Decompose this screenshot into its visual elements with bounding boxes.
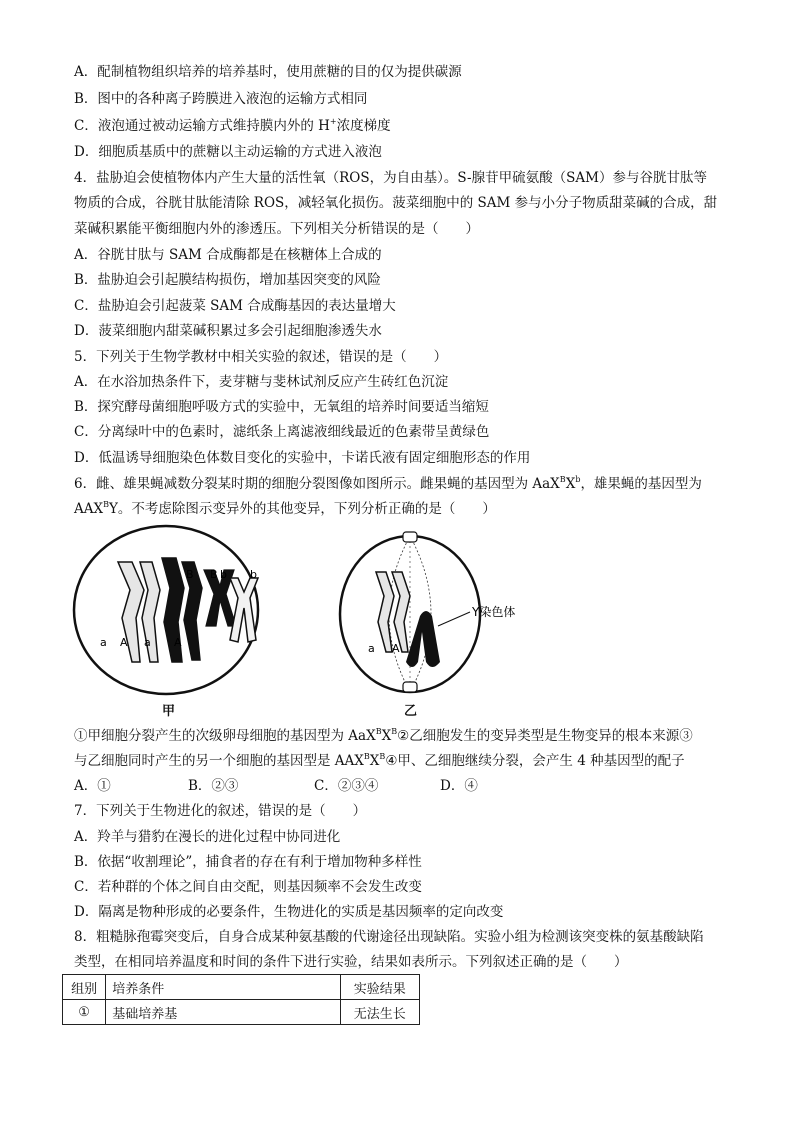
y-chromosome-pointer [438,612,470,626]
q6-choices [74,776,634,796]
gene-label-B-1: B [186,568,194,581]
centrosome-bottom [403,682,417,692]
q8-stem-line-2: 类型，在相同培养温度和时间的条件下进行实验，结果如表所示。下列叙述正确的是（ ） [74,954,628,970]
q7-stem: 7．下列关于生物进化的叙述，错误的是（ ） [74,803,367,819]
gene-label-yi-a: a [368,642,375,655]
q7-option-d: D．隔离是物种形成的必要条件，生物进化的实质是基因频率的定向改变 [74,904,504,920]
cell-division-figure [70,522,550,722]
figure-label-yi: 乙 [404,704,418,719]
table-header-cell: 培养条件 [106,975,340,1000]
figure-label-jia: 甲 [162,704,176,719]
cell-yi-membrane [340,536,480,692]
gene-label-yi-A: A [392,642,400,655]
q5-option-a: A．在水浴加热条件下，麦芽糖与斐林试剂反应产生砖红色沉淀 [74,374,449,390]
q5-option-b: B．探究酵母菌细胞呼吸方式的实验中，无氧组的培养时间要适当缩短 [74,399,489,415]
q4-stem-line-2: 物质的合成，谷胱甘肽能清除 ROS，减轻氧化损伤。菠菜细胞中的 SAM 参与小分子物质甜菜碱的合成，甜 [74,195,718,211]
q6-statement-line-2: 与乙细胞同时产生的另一个细胞的基因型是 $AAX^BX^B④$甲、乙细胞继续分裂，会产生 4 种基因型的配子 [74,752,685,769]
table-header-row [63,975,420,1000]
q8-stem-line-1: 8．粗糙脉孢霉突变后，自身合成某种氨基酸的代谢途径出现缺陷。实验小组为检测该突变株的氨基酸缺陷 [74,929,704,945]
q5-option-c: C．分离绿叶中的色素时，滤纸条上离滤液细线最近的色素带呈黄绿色 [74,424,490,440]
q4-option-b: B．盐胁迫会引起膜结构损伤，增加基因突变的风险 [74,272,381,288]
cell-division-diagram [70,522,550,722]
q3-option-b: B．图中的各种离子跨膜进入液泡的运输方式相同 [74,91,368,107]
q4-option-d: D．菠菜细胞内甜菜碱积累过多会引起细胞渗透失水 [74,323,382,339]
gene-label-A-1: A [120,636,128,649]
gene-label-A-2: A [174,636,182,649]
chromosome-grey-x [230,578,258,642]
q5-stem: 5．下列关于生物学教材中相关实验的叙述，错误的是（ ） [74,349,448,365]
q6-choice-c: C．②③④ [314,778,379,794]
gene-label-b-1: b [220,568,227,581]
gene-label-B-2: B [210,568,218,581]
q4-stem-line-3: 菜碱积累能平衡细胞内外的渗透压。下列相关分析错误的是（ ） [74,221,479,237]
q6-choice-b: B．②③ [188,778,239,794]
q6-stem-line-2: $AAX^BY$。不考虑除图示变异外的其他变异，下列分析正确的是（ ） [74,500,496,517]
gene-label-a-2: a [144,636,151,649]
q6-statement-line-1: ①甲细胞分裂产生的次级卵母细胞的基因型为 $AaX^BX^B②$乙细胞发生的变异类型是生物变异的根本来源③ [74,727,693,744]
q4-option-c: C．盐胁迫会引起菠菜 SAM 合成酶基因的表达量增大 [74,298,396,314]
q7-option-b: B．依据“收割理论”，捕食者的存在有利于增加物种多样性 [74,854,422,870]
y-chromosome [406,611,440,667]
q3-option-a: A．配制植物组织培养的培养基时，使用蔗糖的目的仅为提供碳源 [74,64,462,80]
gene-label-a-1: a [100,636,107,649]
table-row [63,1000,420,1025]
chromosome-yi-grey-2 [392,572,410,652]
q6-choice-a: A．① [74,778,111,794]
table-cell: 基础培养基 [106,1000,340,1025]
q3-option-c: C．液泡通过被动运输方式维持膜内外的 H+浓度梯度 [74,117,391,134]
q6-choice-d: D．④ [440,778,478,794]
q4-stem-line-1: 4．盐胁迫会使植物体内产生大量的活性氧（ROS，为自由基）。S-腺苷甲硫氨酸（SAM）参与谷胱甘肽等 [74,170,707,186]
y-chromosome-label: Y染色体 [472,605,516,619]
q3-option-d: D．细胞质基质中的蔗糖以主动运输的方式进入液泡 [74,144,382,160]
q7-option-a: A．羚羊与猎豹在漫长的进化过程中协同进化 [74,829,341,845]
centrosome-top [403,532,417,542]
table-cell: 无法生长 [340,1000,419,1025]
chromosome-yi-grey-1 [376,572,394,652]
q7-option-c: C．若种群的个体之间自由交配，则基因频率不会发生改变 [74,879,422,895]
q6-stem-line-1: 6．雌、雄果蝇减数分裂某时期的细胞分裂图像如图所示。雌果蝇的基因型为 $AaX^BX^b$，雄果蝇的基因型为 [74,475,702,492]
q8-result-table [62,974,420,1025]
table-header-cell: 实验结果 [340,975,419,1000]
table-header-cell: 组别 [63,975,106,1000]
table-cell: ① [63,1000,106,1025]
q4-option-a: A．谷胱甘肽与 SAM 合成酶都是在核糖体上合成的 [74,247,382,263]
q5-option-d: D．低温诱导细胞染色体数目变化的实验中，卡诺氏液有固定细胞形态的作用 [74,450,531,466]
gene-label-b-2: b [250,568,257,581]
